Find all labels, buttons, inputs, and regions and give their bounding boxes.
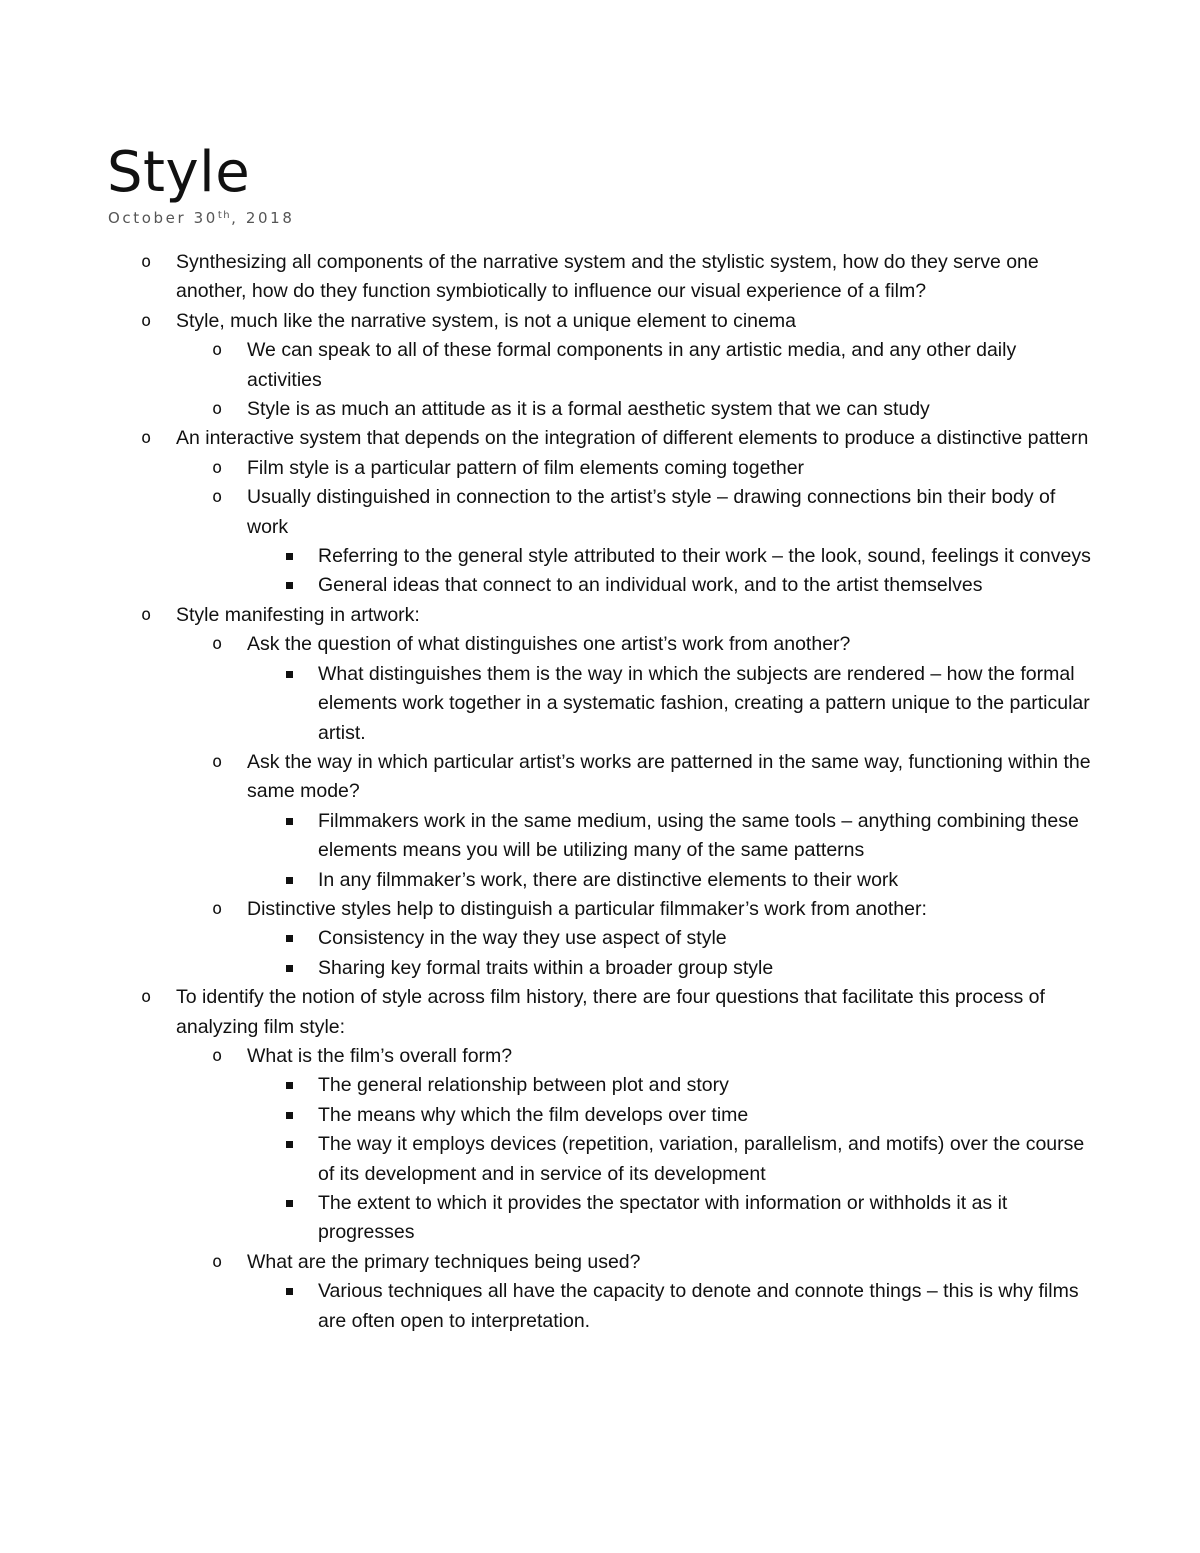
square-bullet-icon (286, 1288, 293, 1295)
square-bullet-icon (286, 935, 293, 942)
document-date (108, 206, 294, 230)
square-bullet-icon (286, 965, 293, 972)
outline-item-level-2 (212, 1042, 1091, 1071)
outline-item-text: Sharing key formal traits within a broader group style (318, 956, 774, 979)
square-bullet-icon (286, 1112, 293, 1119)
circle-bullet-icon: o (212, 898, 223, 919)
circle-bullet-icon: o (212, 1045, 223, 1066)
outline-item-level-3 (318, 866, 1093, 895)
page-title: Style (107, 140, 251, 205)
outline-item-text: General ideas that connect to an individual work, and to the artist themselves (318, 574, 983, 597)
circle-bullet-icon: o (212, 340, 223, 361)
outline-item-level-2 (212, 748, 1091, 807)
outline-item-text: Film style is a particular pattern of film elements coming together (247, 456, 805, 479)
notes-outline (0, 248, 1200, 1336)
square-bullet-icon (286, 582, 293, 589)
outline-item-text: The general relationship between plot and story (318, 1074, 729, 1097)
circle-bullet-icon: o (141, 252, 152, 272)
outline-item-text: To identify the notion of style across film history, there are four questions that facilitate this process of analyzing film style: (176, 986, 1045, 1038)
square-bullet-icon (286, 1082, 293, 1089)
date-year: , 2018 (231, 209, 295, 227)
outline-item-level-3 (318, 542, 1093, 571)
outline-item-level-2 (212, 895, 1091, 924)
outline-item-level-3 (318, 924, 1093, 953)
outline-item-text: An interactive system that depends on the integration of different elements to produce a distinctive pattern (176, 427, 1089, 450)
outline-item-text: Style manifesting in artwork: (176, 603, 420, 626)
outline-item-text: Consistency in the way they use aspect of style (318, 927, 727, 950)
circle-bullet-icon: o (141, 428, 152, 449)
circle-bullet-icon: o (212, 751, 223, 772)
square-bullet-icon (286, 671, 293, 678)
square-bullet-icon (286, 877, 293, 884)
outline-item-level-2 (212, 395, 1091, 424)
outline-item-level-3 (318, 571, 1093, 600)
outline-item-text: What is the film’s overall form? (247, 1044, 513, 1067)
outline-item-level-1 (141, 601, 1091, 630)
outline-item-text: The extent to which it provides the spectator with information or withholds it as it progresses (318, 1192, 1008, 1244)
circle-bullet-icon: o (212, 399, 223, 420)
outline-item-level-2 (212, 630, 1091, 659)
outline-item-level-3 (318, 954, 1093, 983)
outline-item-level-3 (318, 660, 1093, 748)
outline-item-level-1 (141, 983, 1091, 1042)
outline-item-level-3 (318, 1189, 1093, 1248)
outline-item-text: What are the primary techniques being used? (247, 1250, 641, 1273)
outline-item-level-3 (318, 1071, 1093, 1100)
outline-item-text: In any filmmaker’s work, there are distinctive elements to their work (318, 868, 899, 891)
outline-item-text: We can speak to all of these formal components in any artistic media, and any other daily activities (247, 339, 1017, 391)
circle-bullet-icon: o (212, 457, 223, 478)
square-bullet-icon (286, 553, 293, 560)
circle-bullet-icon: o (212, 1251, 223, 1272)
date-ordinal-suffix: th (217, 210, 232, 221)
circle-bullet-icon: o (141, 987, 152, 1008)
outline-item-text: Distinctive styles help to distinguish a particular filmmaker’s work from another: (247, 897, 927, 920)
square-bullet-icon (286, 818, 293, 825)
outline-item-text: Usually distinguished in connection to the artist’s style – drawing connections bin their body of work (247, 486, 1056, 538)
outline-item-text: Style, much like the narrative system, is not a unique element to cinema (176, 309, 796, 332)
outline-item-text: The way it employs devices (repetition, variation, parallelism, and motifs) over the course of its development and in service of its development (318, 1133, 1085, 1185)
outline-item-text: Ask the way in which particular artist’s works are patterned in the same way, functioning within the same mode? (247, 750, 1091, 803)
outline-item-level-2 (212, 454, 1091, 483)
date-main: October 30 (108, 209, 218, 227)
square-bullet-icon (286, 1200, 293, 1207)
outline-item-text: Style is as much an attitude as it is a formal aesthetic system that we can study (247, 398, 930, 421)
circle-bullet-icon: o (212, 634, 223, 655)
outline-item-text: The means why which the film develops over time (318, 1103, 749, 1126)
circle-bullet-icon: o (212, 487, 223, 508)
outline-item-text: Various techniques all have the capacity to denote and connote things – this is why films are often open to interpretation. (318, 1280, 1079, 1332)
outline-item-text: Synthesizing all components of the narrative system and the stylistic system, how do they serve one another, how do they function symbiotically to influence our visual experience of a film? (176, 251, 1039, 303)
outline-item-level-1 (141, 248, 1091, 307)
outline-item-level-3 (318, 1101, 1093, 1130)
circle-bullet-icon: o (141, 604, 152, 625)
outline-item-level-3 (318, 1130, 1093, 1189)
outline-item-text: Filmmakers work in the same medium, using the same tools – anything combining these elements means you will be utilizing many of the same patterns (318, 809, 1079, 862)
outline-item-level-2 (212, 336, 1091, 395)
outline-item-level-3 (318, 807, 1093, 866)
outline-item-level-2 (212, 483, 1091, 542)
outline-item-level-2 (212, 1248, 1091, 1277)
circle-bullet-icon: o (141, 310, 152, 331)
square-bullet-icon (286, 1141, 293, 1148)
outline-item-text: What distinguishes them is the way in which the subjects are rendered – how the formal elements work together in a systematic fashion, creating a pattern unique to the particular artist. (318, 662, 1090, 744)
outline-item-level-1 (141, 424, 1091, 453)
outline-item-level-3 (318, 1277, 1093, 1336)
outline-item-text: Ask the question of what distinguishes one artist’s work from another? (247, 633, 851, 656)
outline-item-text: Referring to the general style attributed to their work – the look, sound, feelings it conveys (318, 545, 1091, 568)
outline-item-level-1 (141, 307, 1091, 336)
